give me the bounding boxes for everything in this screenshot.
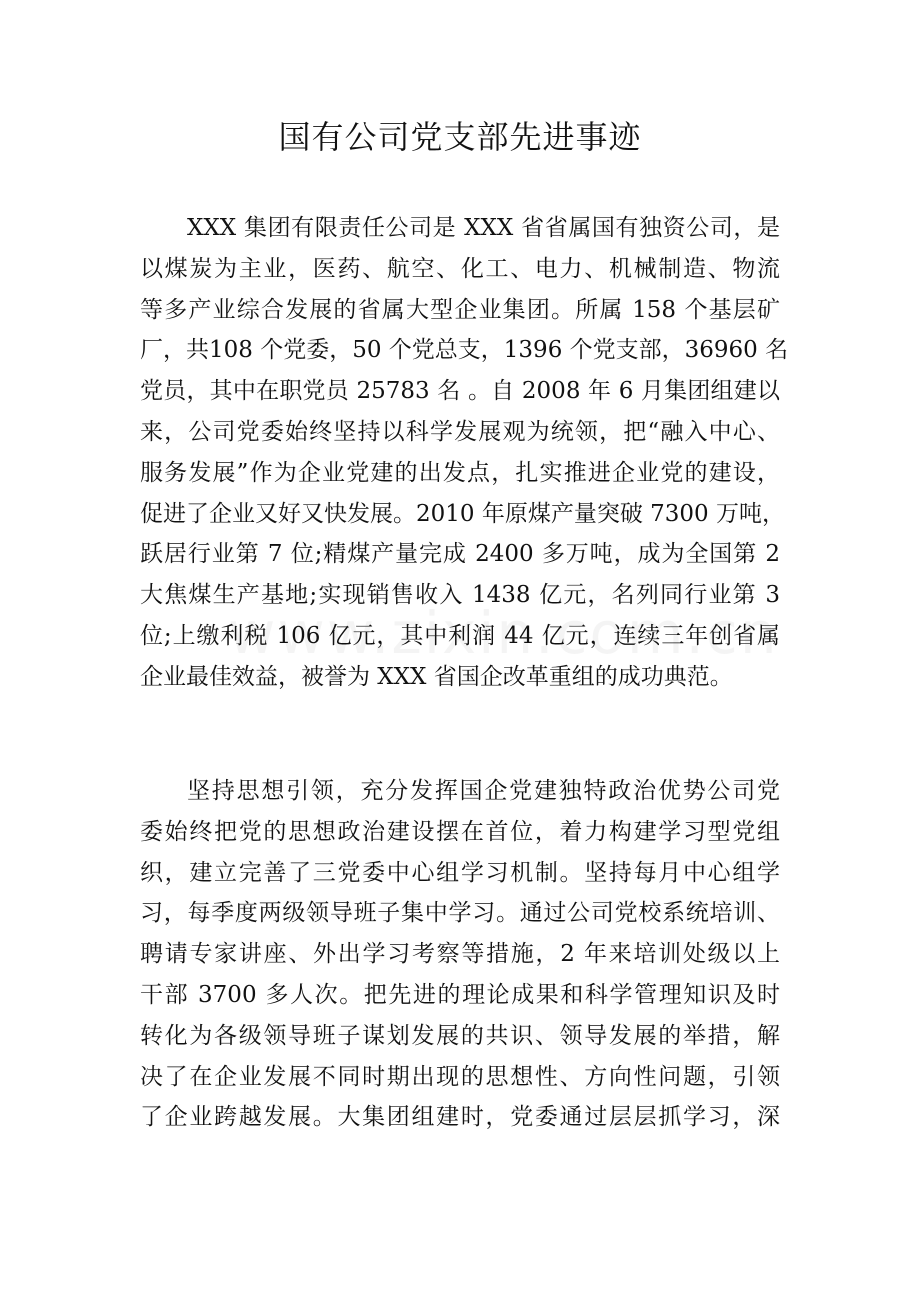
text-line: 位;上缴利税 106 亿元，其中利润 44 亿元，连续三年创省属 <box>140 622 780 649</box>
text-line: 等多产业综合发展的省属大型企业集团。所属 158 个基层矿 <box>140 296 780 323</box>
text-line: 促进了企业又好又快发展。2010 年原煤产量突破 7300 万吨， <box>140 500 785 527</box>
text-line: 了企业跨越发展。大集团组建时，党委通过层层抓学习，深 <box>140 1104 780 1131</box>
text-line: 服务发展”作为企业党建的出发点，扎实推进企业党的建设， <box>140 459 780 486</box>
text-line: 聘请专家讲座、外出学习考察等措施，2 年来培训处级以上 <box>140 941 780 968</box>
text-line: 厂，共108 个党委，50 个党总支，1396 个党支部，36960 名 <box>140 337 789 364</box>
text-line: 习，每季度两级领导班子集中学习。通过公司党校系统培训、 <box>140 900 780 927</box>
text-line: XXX 集团有限责任公司是 XXX 省省属国有独资公司，是 <box>187 215 780 241</box>
text-line: 委始终把党的思想政治建设摆在首位，着力构建学习型党组 <box>140 818 780 845</box>
text-line: 跃居行业第 7 位;精煤产量完成 2400 多万吨，成为全国第 2 <box>140 541 780 568</box>
text-line: 大焦煤生产基地;实现销售收入 1438 亿元，名列同行业第 3 <box>140 582 780 609</box>
paragraph-ideological-leadership <box>140 771 780 1138</box>
text-line: 企业最佳效益，被誉为 XXX 省国企改革重组的成功典范。 <box>140 663 733 690</box>
text-line: 党员，其中在职党员 25783 名 。自 2008 年 6 月集团组建以 <box>140 378 780 405</box>
text-line: 织，建立完善了三党委中心组学习机制。坚持每月中心组学 <box>140 859 780 886</box>
document-title: 国有公司党支部先进事迹 <box>278 118 642 156</box>
text-line: 以煤炭为主业，医药、航空、化工、电力、机械制造、物流 <box>140 255 780 282</box>
text-line: 决了在企业发展不同时期出现的思想性、方向性问题，引领 <box>140 1063 780 1090</box>
text-line: 坚持思想引领，充分发挥国企党建独特政治优势公司党 <box>187 778 780 804</box>
text-line: 来，公司党委始终坚持以科学发展观为统领，把“融入中心、 <box>140 418 780 445</box>
text-line: 干部 3700 多人次。把先进的理论成果和科学管理知识及时 <box>140 981 780 1008</box>
text-line: 转化为各级领导班子谋划发展的共识、领导发展的举措，解 <box>140 1022 780 1049</box>
paragraph-company-overview <box>140 208 789 698</box>
